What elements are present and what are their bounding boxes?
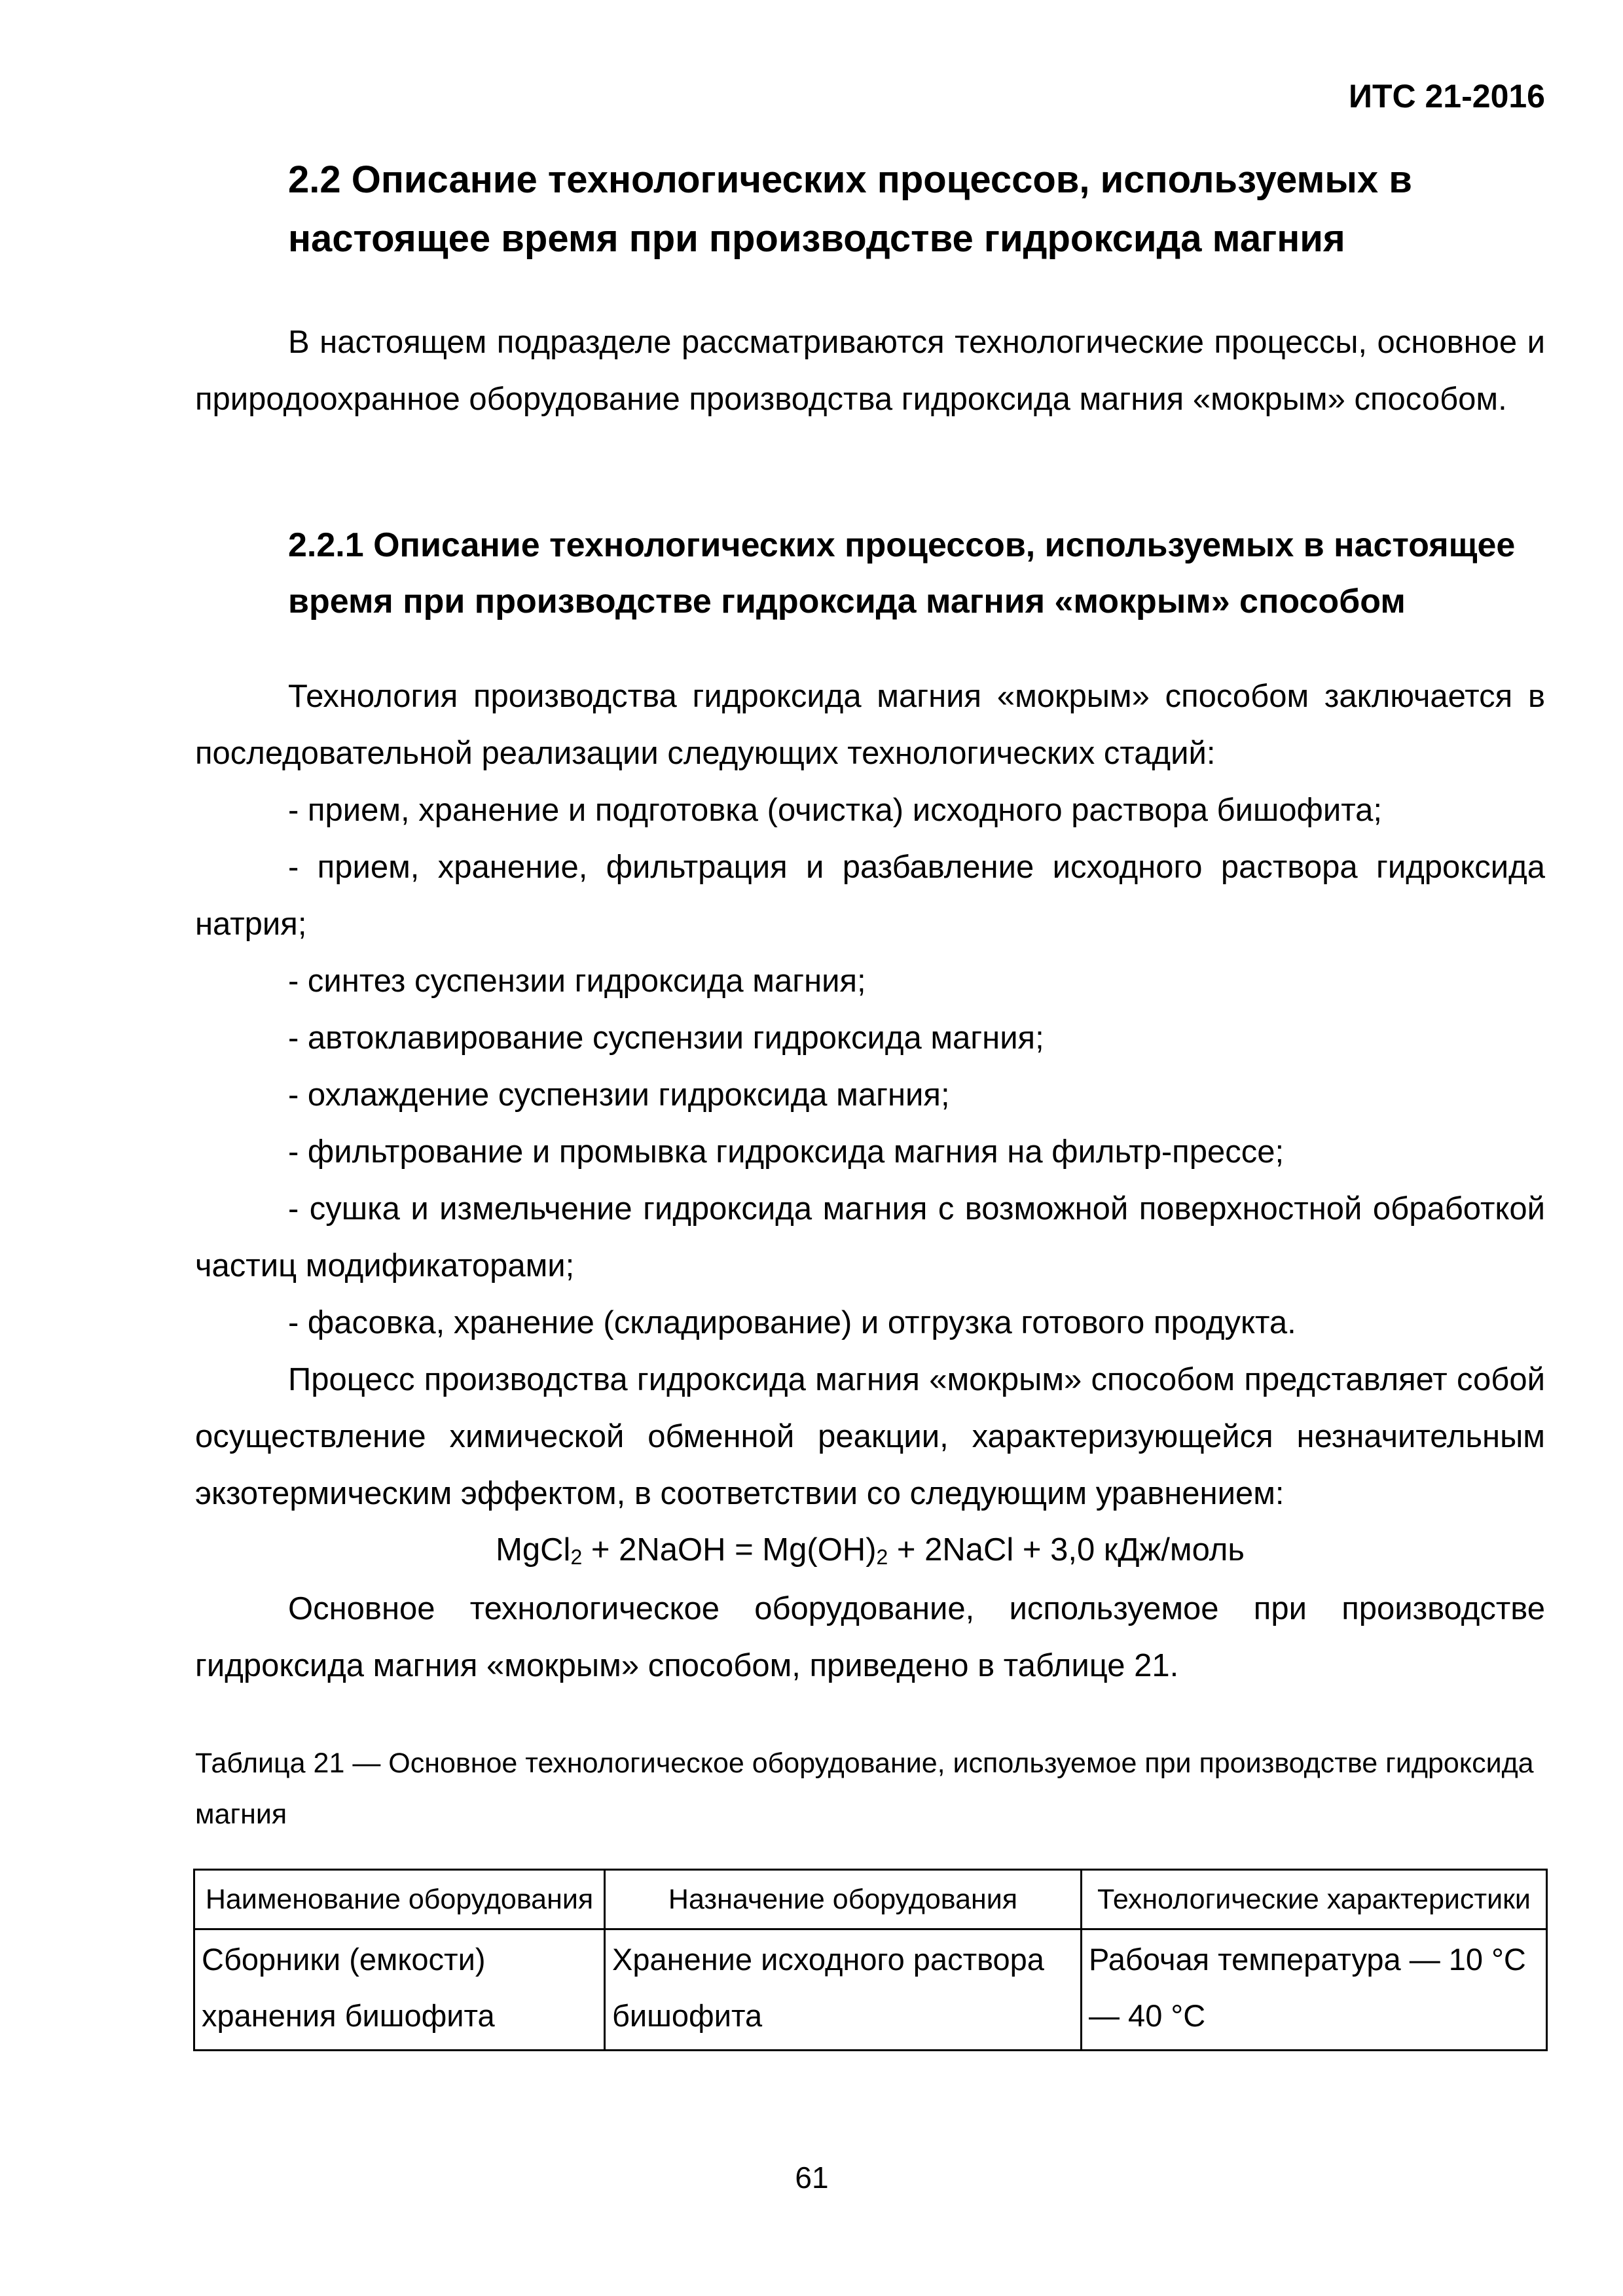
technology-lead-paragraph: Технология производства гидроксида магния «мокрым» способом заключается в последовательной реализации следующих технологических стадий: [195,679,1545,771]
table-header-cell: Технологические характеристики [1082,1870,1547,1929]
list-item: - прием, хранение, фильтрация и разбавление исходного раствора гидроксида натрия; [195,850,1545,942]
equipment-table [193,1869,1548,2051]
list-item: - охлаждение суспензии гидроксида магния; [288,1077,950,1113]
table-caption: Таблица 21 — Основное технологическое оборудование, используемое при производстве гидроксида магния [195,1748,1534,1830]
list-item: - прием, хранение и подготовка (очистка) исходного раствора бишофита; [288,793,1383,828]
table-cell: Хранение исходного раствора бишофита [605,1929,1082,2051]
subsection-title: 2.2.1 Описание технологических процессов, используемых в настоящее время при производстве гидроксида магния «мокрым» способом [288,526,1516,620]
process-paragraph: Процесс производства гидроксида магния «мокрым» способом представляет собой осуществление химической обменной реакции, характеризующейся незначительным экзотермическим эффектом, в соответствии со следующим уравнением: [195,1362,1545,1511]
list-item: - фасовка, хранение (складирование) и отгрузка готового продукта. [288,1305,1296,1340]
equipment-paragraph: Основное технологическое оборудование, используемое при производстве гидроксида магния «мокрым» способом, приведено в таблице 21. [195,1591,1545,1683]
page-number: 61 [795,2161,829,2195]
document-code: ИТС 21-2016 [1349,78,1545,115]
reaction-equation: MgCl$_2$ + 2NaOH = $Mg(OH)_2$ + 2NaCl + 3,0 кДж/моль [496,1532,1245,1569]
list-item: - синтез суспензии гидроксида магния; [288,963,866,999]
table-header-cell: Наименование оборудования [194,1870,605,1929]
list-item: - фильтрование и промывка гидроксида магния на фильтр-прессе; [288,1134,1285,1170]
table-header-row [194,1870,1547,1929]
table-row [194,1929,1547,2051]
list-item: - автоклавирование суспензии гидроксида магния; [288,1020,1044,1056]
section-intro-paragraph: В настоящем подразделе рассматриваются технологические процессы, основное и природоохранное оборудование производства гидроксида магния «мокрым» способом. [195,325,1545,417]
list-item: - сушка и измельчение гидроксида магния с возможной поверхностной обработкой частиц модификаторами; [195,1191,1545,1283]
table-header-cell: Назначение оборудования [605,1870,1082,1929]
table-cell: Рабочая температура — 10 °С — 40 °С [1082,1929,1547,2051]
section-title: 2.2 Описание технологических процессов, используемых в настоящее время при производстве гидроксида магния [288,158,1412,260]
table-cell: Сборники (емкости) хранения бишофита [194,1929,605,2051]
stages-list [195,782,1545,1352]
